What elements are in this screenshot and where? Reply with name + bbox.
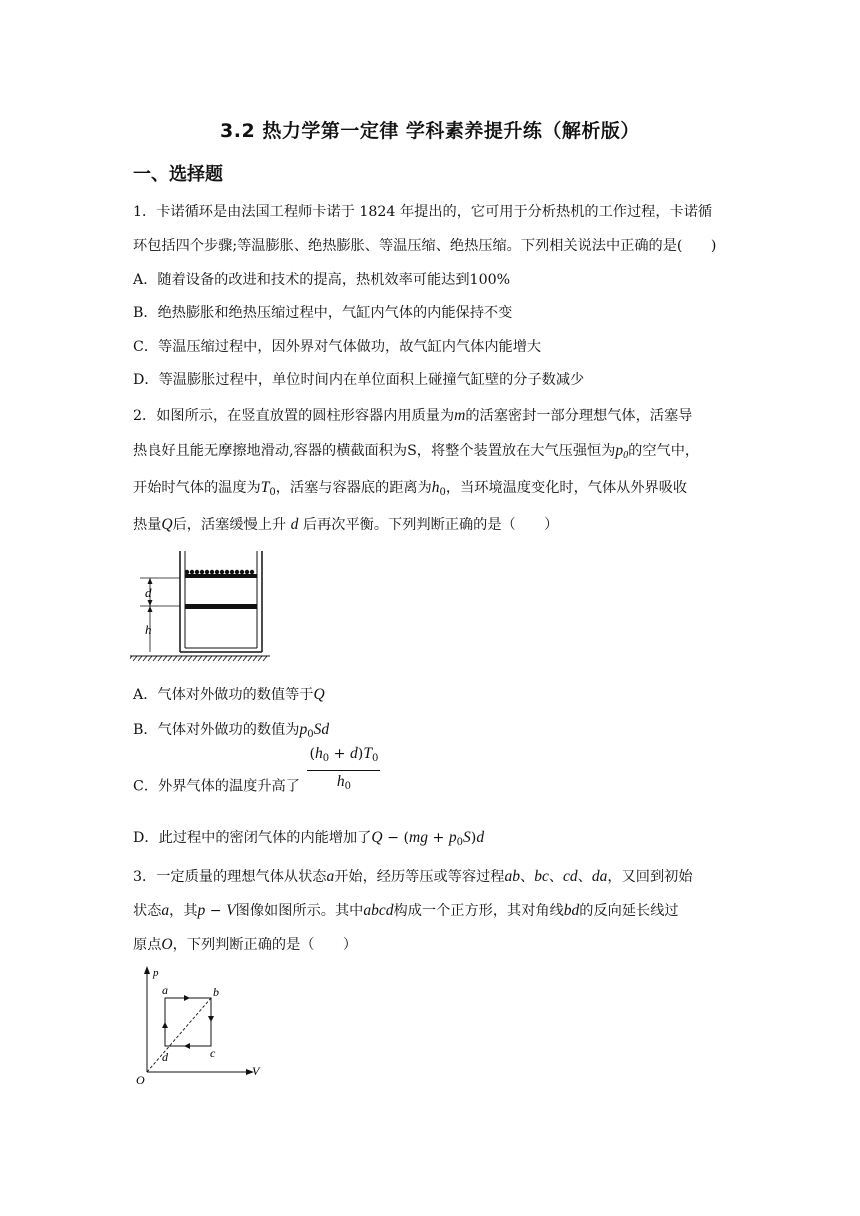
hatch-line (193, 656, 197, 661)
hatch-line (133, 656, 137, 661)
q2-option-b: B．气体对外做功的数值为$p_0Sd$ (133, 721, 330, 740)
hatch-line (178, 656, 182, 661)
cycle-square (165, 998, 211, 1046)
q2-stem-line3: 开始时气体的温度为$T_0$，活塞与容器底的距离为$h_0$，当环境温度变化时，气体从外界吸收 (133, 479, 688, 498)
hatch-line (248, 656, 252, 661)
hatch-line (233, 656, 237, 661)
hatch-line (228, 656, 232, 661)
point-d: d (162, 1050, 168, 1064)
hatch-line (198, 656, 202, 661)
q1-option-d: D．等温膨胀过程中，单位时间内在单位面积上碰撞气缸壁的分子数减少 (133, 372, 585, 388)
q2-option-c: C．外界气体的温度升高了 $\frac{(h_0 + d)T_0}{h_0}$ (133, 770, 380, 803)
piston-dot (190, 570, 194, 574)
hatch-line (213, 656, 217, 661)
hatch-line (203, 656, 207, 661)
hatch-line (173, 656, 177, 661)
hatch-line (168, 656, 172, 661)
point-b: b (213, 985, 219, 999)
q3-stem-line3: 原点O，下列判断正确的是（ ） (133, 936, 358, 953)
axis-label-p: p (153, 967, 159, 979)
piston-dot (230, 570, 234, 574)
hatch-line (258, 656, 262, 661)
q1-option-b: B．绝热膨胀和绝热压缩过程中，气缸内气体的内能保持不变 (133, 305, 513, 321)
hatch-line (163, 656, 167, 661)
hatch-line (143, 656, 147, 661)
label-h: h (145, 622, 152, 637)
hatch-line (253, 656, 257, 661)
label-d: d (145, 585, 152, 600)
hatch-line (188, 656, 192, 661)
piston-dot (220, 570, 224, 574)
hatch-line (130, 656, 132, 661)
point-a: a (162, 983, 168, 997)
q2-stem-line2: 热良好且能无摩擦地滑动,容器的横截面积为S，将整个装置放在大气压强恒为$p_0$的空气中， (133, 442, 700, 461)
q2-option-a: A．气体对外做功的数值等于Q (133, 686, 325, 703)
q2-stem-line1: 2．如图所示，在竖直放置的圆柱形容器内用质量为m的活塞密封一部分理想气体，活塞导 (133, 407, 693, 424)
hatch-line (138, 656, 142, 661)
hatch-line (153, 656, 157, 661)
axis-label-V: V (252, 1064, 260, 1078)
piston-dot (245, 570, 249, 574)
q3-stem-line2: 状态a，其p − V图像如图所示。其中abcd构成一个正方形，其对角线bd的反向延长线过 (133, 902, 679, 919)
diagonal-bd (147, 998, 211, 1072)
q3-stem-line1: 3．一定质量的理想气体从状态a开始，经历等压或等容过程ab、bc、cd、da，又回到初始 (133, 868, 693, 885)
piston-dot (240, 570, 244, 574)
piston-top-dotted (185, 574, 257, 578)
hatch-line (208, 656, 212, 661)
piston-dot (225, 570, 229, 574)
hatch-line (223, 656, 227, 661)
piston-dot (185, 570, 189, 574)
piston-dot (250, 570, 254, 574)
hatch-line (243, 656, 247, 661)
q2-option-d: D．此过程中的密闭气体的内能增加了$Q - (mg + p_0S)d$ (133, 829, 485, 848)
piston-dot (200, 570, 204, 574)
hatch-line (158, 656, 162, 661)
point-c: c (210, 1046, 216, 1060)
piston-dot (195, 570, 199, 574)
ground-hatch (130, 656, 267, 661)
piston-dot (210, 570, 214, 574)
piston-dot (215, 570, 219, 574)
cylinder-piston-figure (130, 548, 270, 662)
hatch-line (238, 656, 242, 661)
piston-dots (185, 570, 254, 574)
origin-label: O (136, 1073, 145, 1087)
hatch-line (148, 656, 152, 661)
section-heading: 一、选择题 (133, 164, 223, 185)
q1-stem-line2: 环包括四个步骤;等温膨胀、绝热膨胀、等温压缩、绝热压缩。下列相关说法中正确的是( ) (133, 238, 717, 254)
piston-dot (205, 570, 209, 574)
page-title: 3.2 热力学第一定律 学科素养提升练（解析版） (220, 120, 640, 142)
q1-option-c: C．等温压缩过程中，因外界对气体做功，故气缸内气体内能增大 (133, 339, 542, 355)
hatch-line (183, 656, 187, 661)
piston-initial (185, 604, 257, 609)
temperature-fraction: $\frac{(h_0 + d)T_0}{h_0}$ (309, 745, 379, 792)
pv-diagram (132, 964, 264, 1088)
hatch-line (263, 656, 267, 661)
q1-stem-line1: 1．卡诺循环是由法国工程师卡诺于 1824 年提出的，它可用于分析热机的工作过程，卡诺循 (133, 204, 713, 220)
q1-option-a: A．随着设备的改进和技术的提高，热机效率可能达到100% (133, 272, 511, 288)
hatch-line (218, 656, 222, 661)
piston-dot (235, 570, 239, 574)
q2-stem-line4: 热量Q后，活塞缓慢上升 d 后再次平衡。下列判断正确的是（ ） (133, 516, 559, 533)
